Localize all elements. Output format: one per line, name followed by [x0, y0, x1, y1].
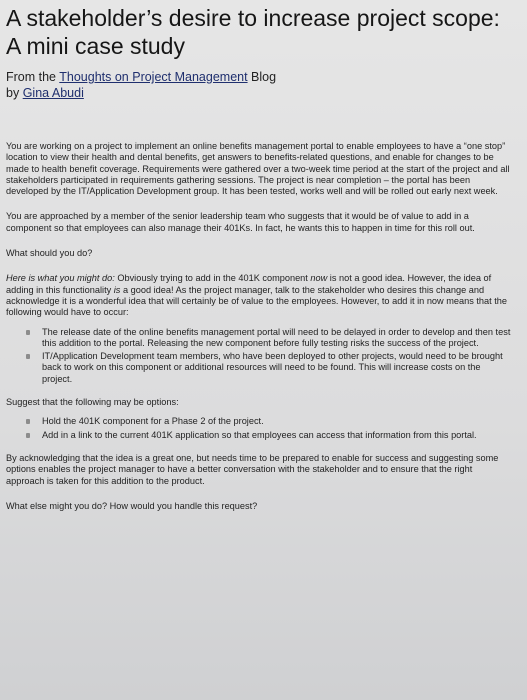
consequences-list: [22, 327, 513, 385]
list-item-text: Hold the 401K component for a Phase 2 of the project.: [42, 416, 264, 427]
bullet-icon: [26, 330, 30, 335]
source-suffix: Blog: [247, 70, 277, 84]
list-item-text: Add in a link to the current 401K application so that employees can access that information from this portal.: [42, 429, 477, 440]
list-item-text: IT/Application Development team members, who have been deployed to other projects, would need to be brought back to work on this component or additional resources will need to be found. This will increase costs on the project.: [42, 351, 503, 384]
list-item: [22, 430, 513, 441]
list-item: [22, 327, 513, 350]
question-what-else: What else might you do? How would you handle this request?: [6, 500, 258, 511]
answer-text-2: is not a good idea. However, the idea of adding in this functionality: [6, 273, 492, 295]
answer-emphasis-now: now: [310, 273, 328, 284]
article-body: [6, 141, 513, 512]
paragraph-request: You are approached by a member of the senior leadership team who suggests that it would be of value to add in a component so that employees can also manage their 401Ks. In fact, he wants this to happen in time for this roll out.: [6, 211, 475, 233]
answer-lead: Here is what you might do:: [6, 273, 115, 284]
paragraph-answer: [6, 273, 513, 318]
answer-emphasis-is: is: [113, 284, 121, 295]
source-prefix: From the: [6, 70, 60, 84]
question-what-to-do: What should you do?: [6, 248, 93, 259]
bullet-icon: [26, 419, 30, 424]
list-item-text: The release date of the online benefits management portal will need to be delayed in order to develop and then test this addition to the portal. Releasing the new component before fully testing risks the success of the project.: [42, 326, 511, 348]
list-item: [22, 416, 513, 427]
answer-text-3: a good idea! As the project manager, talk to the stakeholder who desires this change and acknowledge it is a wonderful idea that will certainly be of value to the employees. However, to add it in now means that the following would have to occur:: [6, 284, 508, 318]
paragraph-conclusion: By acknowledging that the idea is a great one, but needs time to be prepared to enable for success and suggesting some options enables the project manager to have a better conversation with the stakeholder and to ensure that the right approach is taken for this addition to the product.: [6, 452, 499, 486]
bullet-icon: [26, 354, 30, 359]
author-prefix: by: [6, 86, 23, 100]
list-item: [22, 351, 513, 385]
author-line: [6, 85, 513, 101]
answer-text-1: Obviously trying to add in the 401K component: [114, 273, 311, 284]
paragraph-context: You are working on a project to implement an online benefits management portal to enable employees to have a “one stop” location to view their health and dental benefits, get answers to benefits-related questions, and enable for changes to be made to health benefit coverage. Requirements were gathered over a two-week time period at the start of the project and all stakeholders participated in requirements gathering sessions. The project is near completion – the portal has been developed by the IT/Application Development group. It has been tested, works well and will be rolled out early next week.: [6, 141, 510, 197]
options-list: [22, 416, 513, 441]
source-attribution: [6, 69, 513, 101]
source-line: [6, 69, 513, 85]
author-link[interactable]: Gina Abudi: [22, 86, 84, 100]
paragraph-options-intro: Suggest that the following may be options:: [6, 397, 179, 408]
page-title: A stakeholder’s desire to increase project scope: A mini case study: [6, 5, 500, 59]
blog-link[interactable]: Thoughts on Project Management: [59, 70, 248, 84]
bullet-icon: [26, 433, 30, 438]
